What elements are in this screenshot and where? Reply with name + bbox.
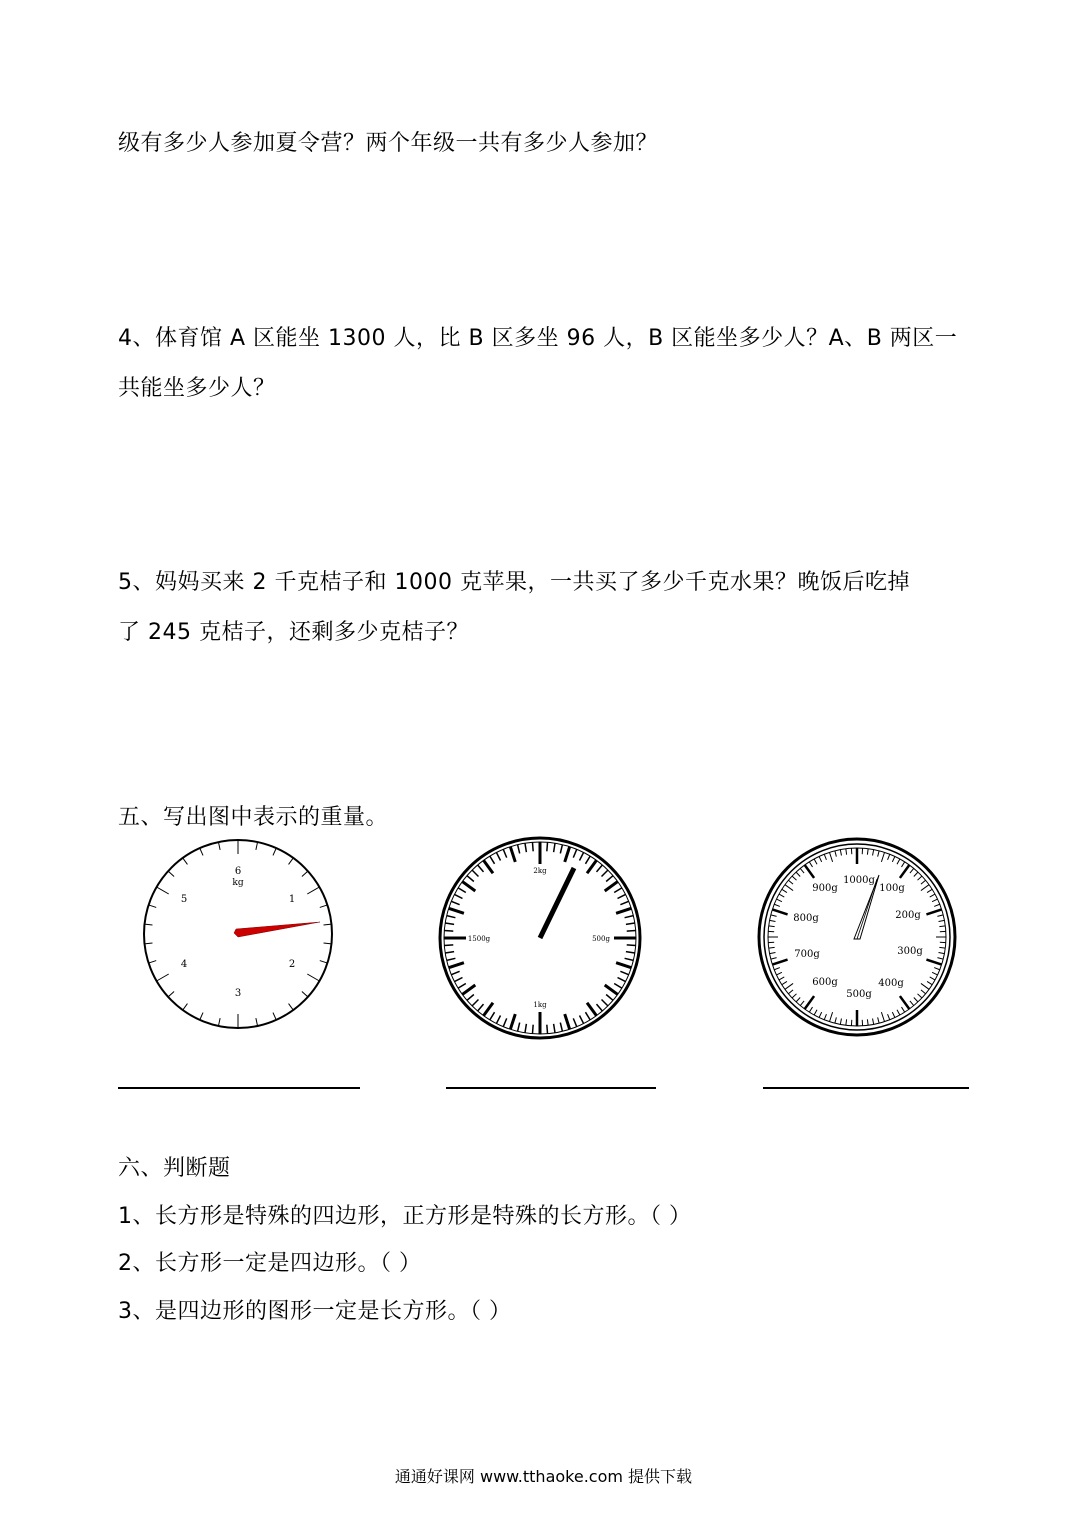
scale3-label-600g: 600g xyxy=(812,977,838,988)
judgement-item-1: 1、长方形是特殊的四边形，正方形是特殊的长方形。（ ） xyxy=(118,1204,692,1229)
question-4-line-1: 4、体育馆 A 区能坐 1300 人，比 B 区多坐 96 人，B 区能坐多少人？A、B 两区一 xyxy=(118,326,958,351)
answer-line-2[interactable] xyxy=(446,1087,656,1089)
judgement-item-2: 2、长方形一定是四边形。（ ） xyxy=(118,1251,422,1276)
scale3-label-300g: 300g xyxy=(897,946,923,957)
scale1-label-4: 4 xyxy=(180,959,188,970)
1000g-scale-dial xyxy=(757,837,957,1037)
question-4-line-2: 共能坐多少人？ xyxy=(118,376,276,401)
scale2-label-1500g: 1500g xyxy=(467,935,491,943)
tick-mark xyxy=(627,945,636,946)
tick-mark xyxy=(532,1025,533,1034)
answer-line-3[interactable] xyxy=(763,1087,969,1089)
footer-text: 通通好课网 www.tthaoke.com 提供下载 xyxy=(394,1467,693,1486)
scale1-label-6: 6 xyxy=(234,866,242,877)
tick-mark xyxy=(627,930,636,931)
scale3-label-400g: 400g xyxy=(878,978,904,989)
question-5-line-2: 了 245 克桔子，还剩多少克桔子？ xyxy=(118,620,469,645)
judgement-item-3: 3、是四边形的图形一定是长方形。（ ） xyxy=(118,1299,512,1324)
scale3-label-700g: 700g xyxy=(794,949,820,960)
question-5-line-1: 5、妈妈买来 2 千克桔子和 1000 克苹果，一共买了多少千克水果？晚饭后吃掉 xyxy=(118,570,910,595)
tick-mark xyxy=(547,842,548,851)
scale2-label-500g: 500g xyxy=(592,935,610,943)
scale3-label-800g: 800g xyxy=(793,913,819,924)
scale1-label-5: 5 xyxy=(180,894,188,905)
tick-mark xyxy=(547,1025,548,1034)
scale3-label-500g: 500g xyxy=(846,989,872,1000)
2kg-scale-dial xyxy=(438,836,642,1040)
scale1-label-1: 1 xyxy=(288,894,296,905)
kg-scale-dial xyxy=(140,836,336,1032)
scale1-label-2: 2 xyxy=(288,959,296,970)
scale2-label-1kg: 1kg xyxy=(533,1001,547,1009)
question-3-continuation: 级有多少人参加夏令营？两个年级一共有多少人参加？ xyxy=(118,131,659,156)
scale2-label-2kg: 2kg xyxy=(533,867,547,875)
section-5-title: 五、写出图中表示的重量。 xyxy=(118,805,389,830)
scale3-label-900g: 900g xyxy=(812,883,838,894)
scale3-label-100g: 100g xyxy=(879,883,905,894)
scale3-label-1000g: 1000g xyxy=(843,875,875,886)
tick-mark xyxy=(532,842,533,851)
scale3-label-200g: 200g xyxy=(895,910,921,921)
section-6-title: 六、判断题 xyxy=(118,1156,231,1181)
scale1-unit: kg xyxy=(232,878,244,888)
scale1-label-3: 3 xyxy=(234,988,242,999)
tick-mark xyxy=(444,945,453,946)
tick-mark xyxy=(444,930,453,931)
answer-line-1[interactable] xyxy=(118,1087,360,1089)
